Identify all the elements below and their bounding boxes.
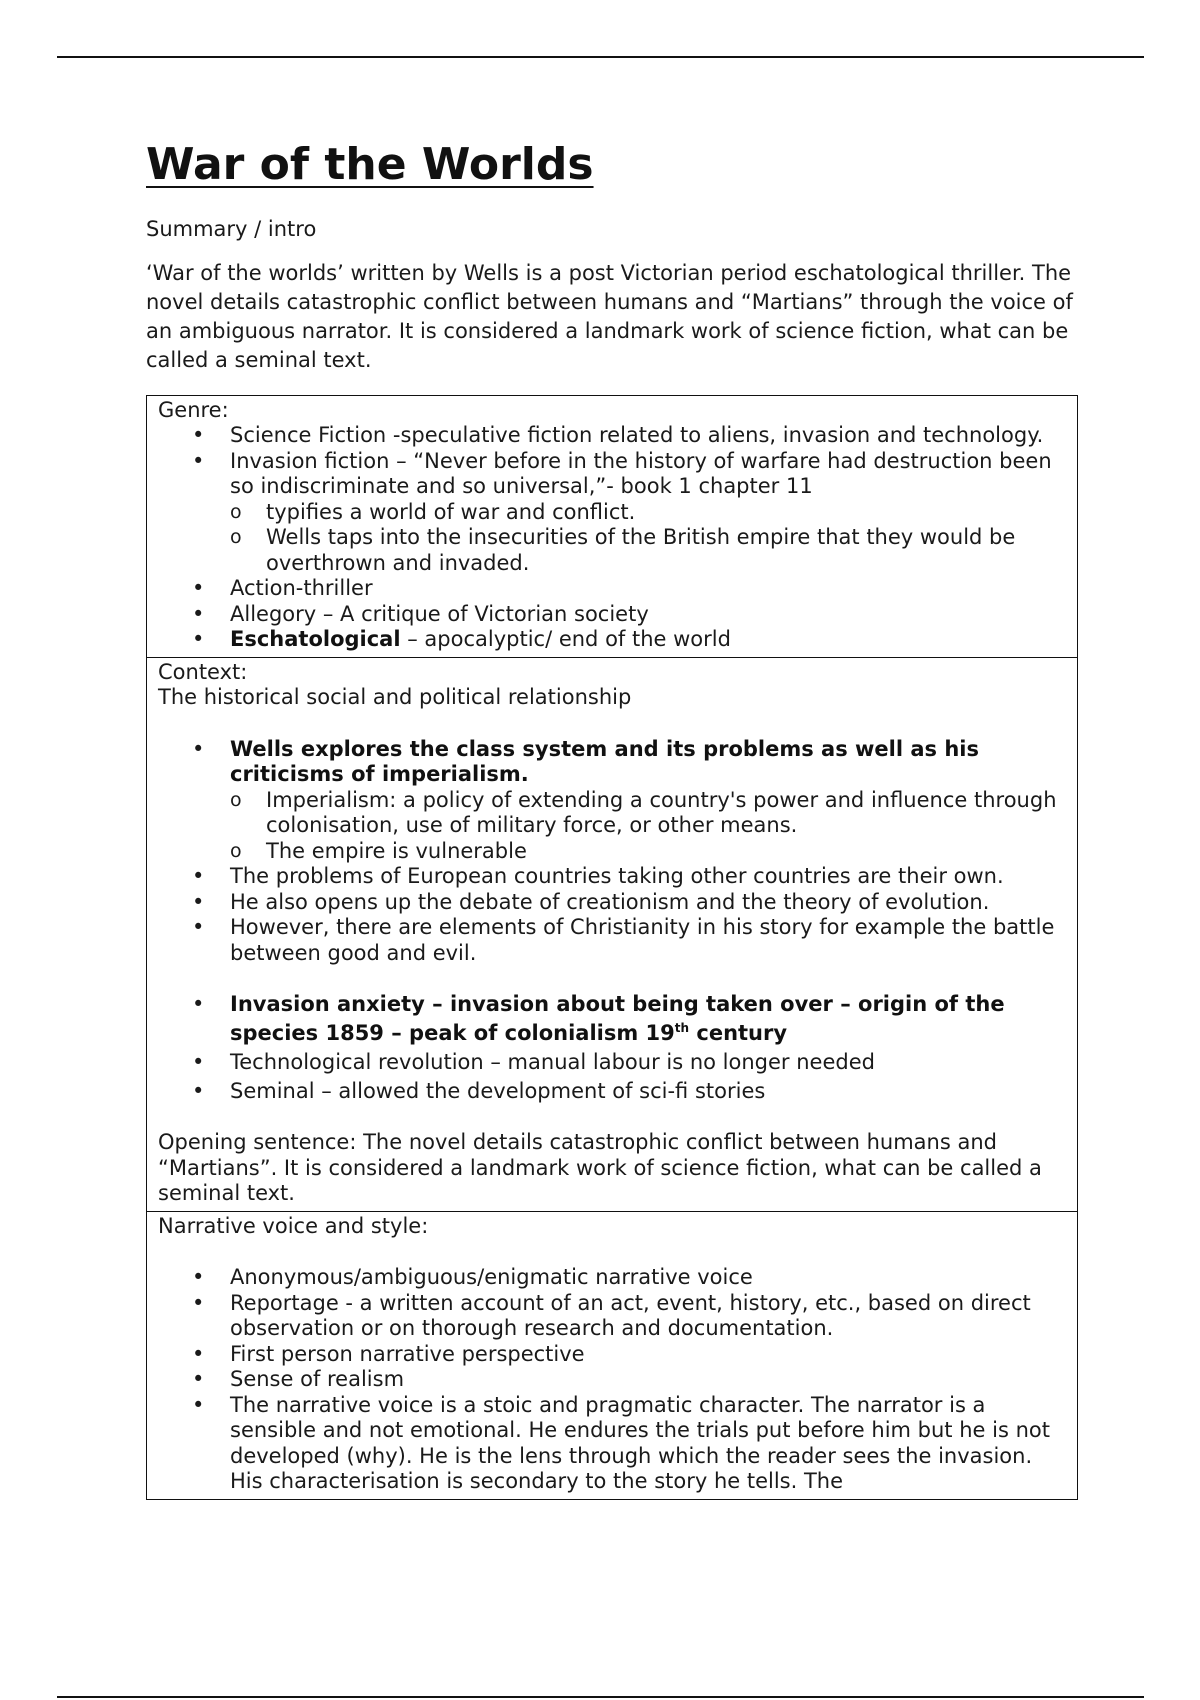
opening-sentence: Opening sentence: The novel details catastrophic conflict between humans and “Martians”. It is considered a landmark work of science fiction, what can be called a seminal text. [158,1130,1042,1206]
invasion-fiction-text: Invasion fiction – “Never before in the history of warfare had destruction been so indiscriminate and so universal,”- book 1 chapter 11 [230,448,1052,499]
list-item [230,627,1067,653]
list-item: • Action-thriller [230,576,1067,602]
genre-heading: Genre: [158,397,229,422]
narrative-cell [147,1211,1077,1499]
document-body [146,140,1078,1500]
eschatological-definition: – apocalyptic/ end of the world [400,627,731,652]
list-item: • Technological revolution – manual labour is no longer needed [230,1048,1067,1077]
narrative-list [158,1265,1067,1495]
context-cell [147,657,1077,1211]
list-item [230,737,1067,865]
list-item: • He also opens up the debate of creationism and the theory of evolution. [230,890,1067,916]
summary-label: Summary / intro [146,216,317,241]
list-item: • Sense of realism [230,1367,1067,1393]
bottom-rule [57,1696,1144,1698]
narrative-heading: Narrative voice and style: [158,1213,429,1238]
sub-list-item: o Wells taps into the insecurities of the British empire that they would be overthrown and invaded. [266,525,1067,576]
list-item: • The problems of European countries taking other countries are their own. [230,864,1067,890]
invasion-sublist [230,500,1067,577]
genre-cell [147,396,1077,657]
context-subheading: The historical social and political relationship [158,685,632,710]
sub-list-item: o Imperialism: a policy of extending a country's power and influence through colonisation, use of military force, or other means. [266,788,1067,839]
list-item: • First person narrative perspective [230,1342,1067,1368]
top-rule [57,56,1144,58]
page-title: War of the Worlds [146,139,594,190]
eschatological-term: Eschatological [230,627,401,652]
imperialism-sublist [230,788,1067,865]
genre-list [158,423,1067,653]
context-list [158,737,1067,967]
invasion-anxiety-point: Invasion anxiety – invasion about being taken over – origin of the species 1859 – peak of colonialism 19th century [230,992,1005,1046]
list-item: • Allegory – A critique of Victorian society [230,602,1067,628]
list-item: • Science Fiction -speculative fiction related to aliens, invasion and technology. [230,423,1067,449]
context-list-2 [158,990,1067,1106]
notes-table [146,395,1078,1500]
sub-list-item: o The empire is vulnerable [266,839,1067,865]
list-item: • Reportage - a written account of an act, event, history, etc., based on direct observation or on thorough research and documentation. [230,1291,1067,1342]
list-item [230,990,1067,1048]
list-item: • Seminal – allowed the development of sci-fi stories [230,1077,1067,1106]
sub-list-item: o typifies a world of war and conflict. [266,500,1067,526]
context-heading: Context: [158,659,248,684]
list-item: • The narrative voice is a stoic and pragmatic character. The narrator is a sensible and not emotional. He endures the trials put before him but he is not developed (why). He is the lens through which the reader sees the invasion. His characterisation is secondary to the story he tells. The [230,1393,1067,1495]
list-item: • Anonymous/ambiguous/enigmatic narrative voice [230,1265,1067,1291]
wells-bold-point: Wells explores the class system and its problems as well as his criticisms of imperialism. [230,736,980,787]
list-item [230,449,1067,577]
list-item: • However, there are elements of Christianity in his story for example the battle between good and evil. [230,915,1067,966]
intro-paragraph: ‘War of the worlds’ written by Wells is a post Victorian period eschatological thriller. The novel details catastrophic conflict between humans and “Martians” through the voice of an ambiguous narrator. It is considered a landmark work of science fiction, what can be called a seminal text. [146,260,1073,372]
